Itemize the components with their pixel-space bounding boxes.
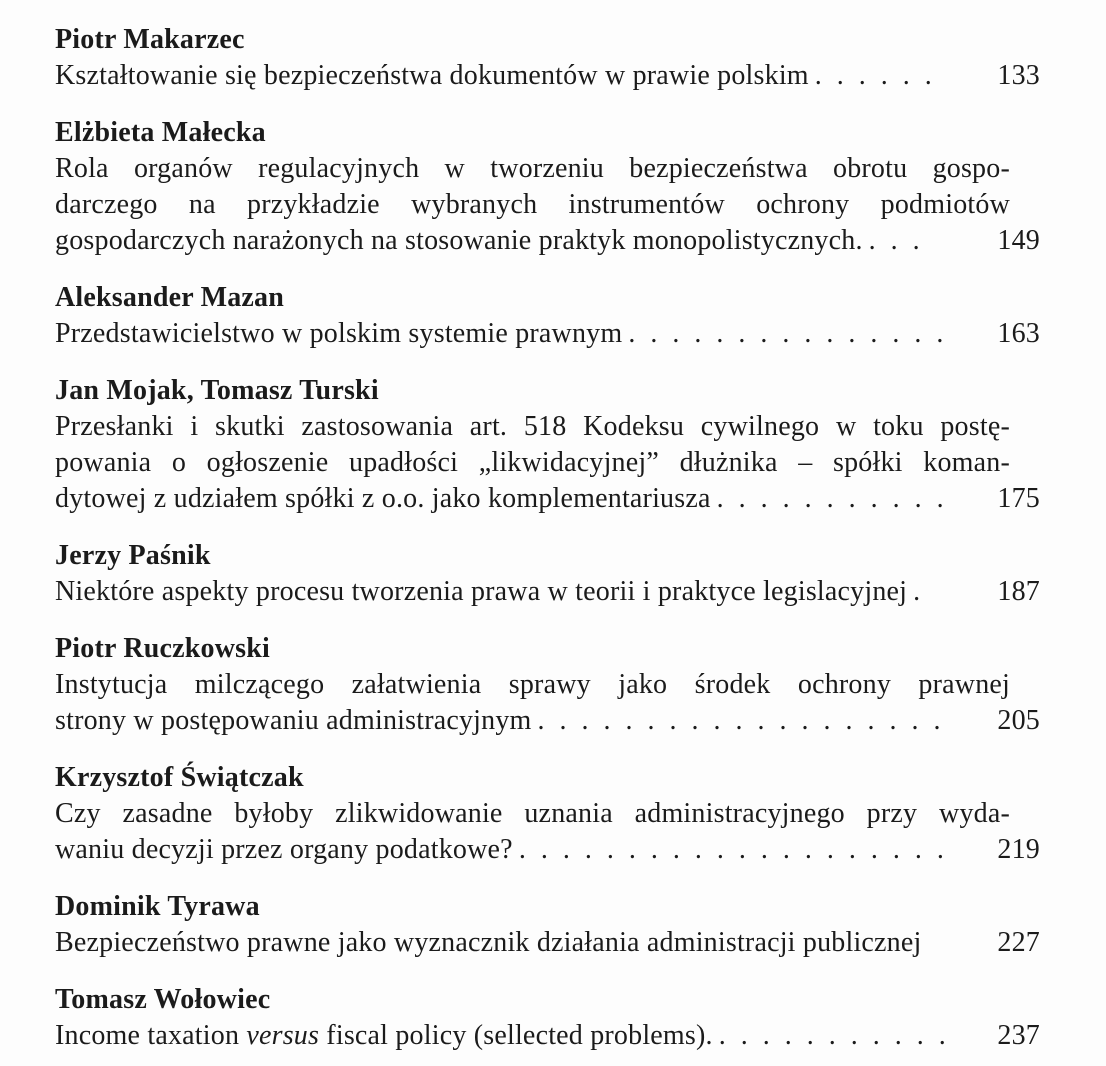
toc-entry-lastline <box>55 223 1040 259</box>
toc-entry-title: Bezpieczeństwo prawne jako wyznacznik działania administracji publicznej <box>55 927 922 958</box>
page-number: 163 <box>997 318 1040 349</box>
toc-entry-lastline <box>55 316 1040 352</box>
toc-entry <box>55 538 1040 610</box>
toc-entry-author: Piotr Ruczkowski <box>55 633 271 664</box>
dot-leader: . . . . . . . . . . . <box>718 1020 950 1051</box>
dot-leader: . . . <box>868 225 924 256</box>
dot-leader: . . . . . . . . . . . . . . . <box>628 318 948 349</box>
dot-leader: . . . . . . <box>814 60 936 91</box>
toc-entry-author: Jan Mojak, Tomasz Turski <box>55 375 379 406</box>
toc-entry-title: waniu decyzji przez organy podatkowe? <box>55 834 513 865</box>
toc-entry-title-line: Czy zasadne byłoby zlikwidowanie uznania administracyjnego przy wyda- <box>55 798 1010 829</box>
toc-entry-title: Income taxation versus fiscal policy (sellected problems). <box>55 1020 713 1051</box>
page-number: 227 <box>997 927 1040 958</box>
page-number: 175 <box>997 483 1040 514</box>
toc-entry <box>55 280 1040 352</box>
page-number: 219 <box>997 834 1040 865</box>
toc-entry-author: Tomasz Wołowiec <box>55 984 271 1015</box>
italic-word: versus <box>246 1020 320 1051</box>
toc-entry <box>55 373 1040 517</box>
toc-entry-author: Elżbieta Małecka <box>55 117 266 148</box>
toc-entry-author: Aleksander Mazan <box>55 282 285 313</box>
dot-leader: . . . . . . . . . . . . . . . . . . . . <box>518 834 948 865</box>
toc-entry-lastline <box>55 58 1040 94</box>
toc-entry-title: Niektóre aspekty procesu tworzenia prawa w teorii i praktyce legislacyjnej <box>55 576 908 607</box>
dot-leader: . . . . . . . . . . . . . . . . . . . <box>537 705 945 736</box>
toc-entry-author: Krzysztof Świątczak <box>55 762 304 793</box>
toc-entry-lastline <box>55 703 1040 739</box>
toc-entry <box>55 115 1040 259</box>
toc-entry-lastline <box>55 832 1040 868</box>
dot-leader: . <box>913 576 925 607</box>
toc-entry <box>55 889 1040 961</box>
toc-entry-title-line: Instytucja milczącego załatwienia sprawy jako środek ochrony prawnej <box>55 669 1010 700</box>
toc-entry-lastline <box>55 1018 1040 1054</box>
toc-entry <box>55 982 1040 1054</box>
toc-entry <box>55 760 1040 868</box>
toc-entry-title: strony w postępowaniu administracyjnym <box>55 705 532 736</box>
toc-entry-author: Jerzy Paśnik <box>55 540 211 571</box>
toc-entries <box>55 22 1040 1054</box>
toc-entry-title-line: Rola organów regulacyjnych w tworzeniu bezpieczeństwa obrotu gospo- <box>55 153 1010 184</box>
toc-entry-title: gospodarczych narażonych na stosowanie praktyk monopolistycznych. <box>55 225 863 256</box>
toc-entry-title-line: powania o ogłoszenie upadłości „likwidacyjnej” dłużnika – spółki koman- <box>55 447 1010 478</box>
toc-entry-lastline <box>55 481 1040 517</box>
page-number: 133 <box>997 60 1040 91</box>
toc-entry-author: Dominik Tyrawa <box>55 891 260 922</box>
toc-entry-lastline <box>55 574 1040 610</box>
dot-leader: . . . . . . . . . . . <box>716 483 948 514</box>
toc-entry-title-line: darczego na przykładzie wybranych instrumentów ochrony podmiotów <box>55 189 1010 220</box>
toc-entry-title: Przedstawicielstwo w polskim systemie prawnym <box>55 318 623 349</box>
toc-entry <box>55 631 1040 739</box>
toc-entry-author: Piotr Makarzec <box>55 24 245 55</box>
page-number: 205 <box>997 705 1040 736</box>
toc-entry <box>55 22 1040 94</box>
page-number: 237 <box>997 1020 1040 1051</box>
toc-entry-title: dytowej z udziałem spółki z o.o. jako komplementariusza <box>55 483 711 514</box>
toc-entry-lastline <box>55 925 1040 961</box>
toc-entry-title: Kształtowanie się bezpieczeństwa dokumentów w prawie polskim <box>55 60 809 91</box>
toc-entry-title-line: Przesłanki i skutki zastosowania art. 518 Kodeksu cywilnego w toku postę- <box>55 411 1010 442</box>
page-number: 149 <box>997 225 1040 256</box>
page-number: 187 <box>997 576 1040 607</box>
